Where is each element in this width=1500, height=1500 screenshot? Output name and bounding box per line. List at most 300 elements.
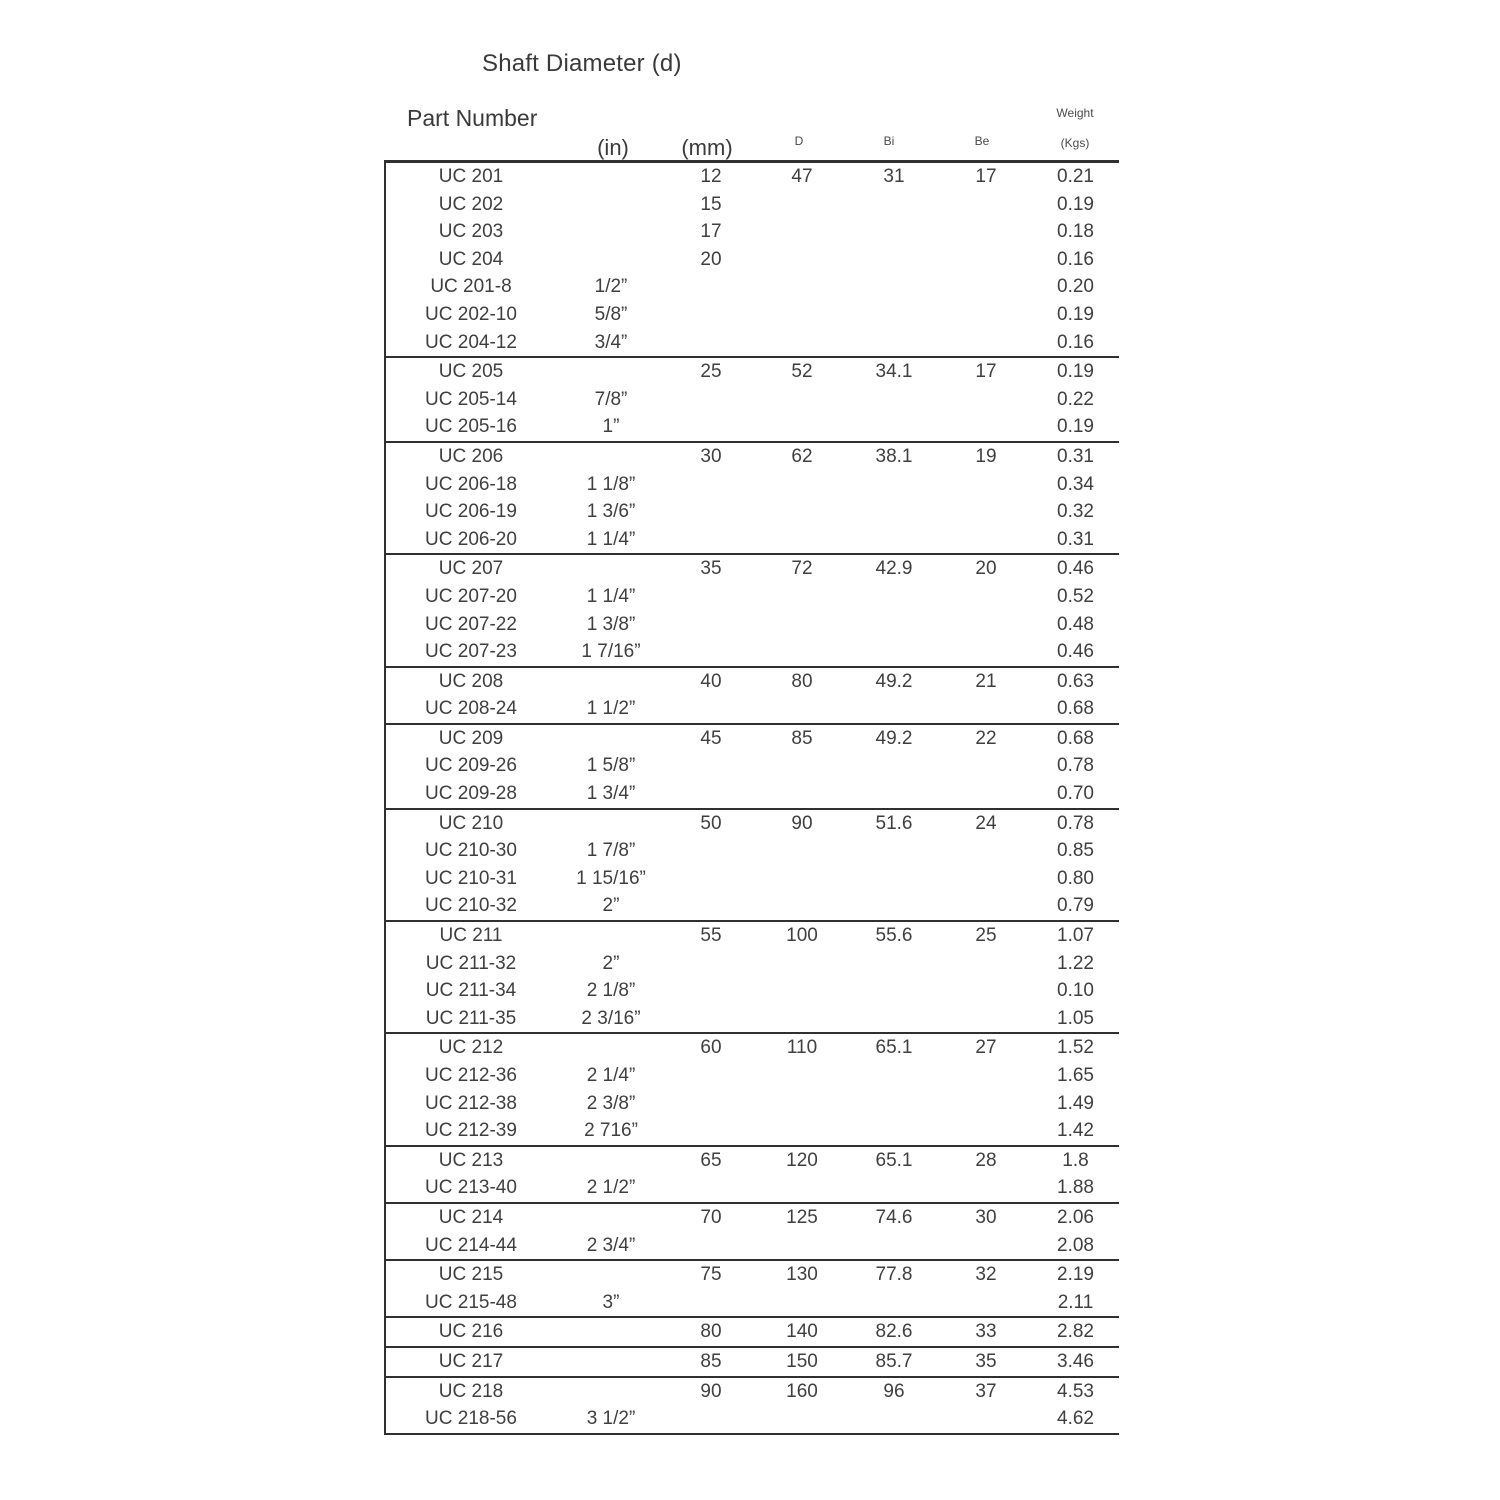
inches-cell <box>556 810 666 838</box>
table-row <box>386 526 1119 554</box>
be-cell: 17 <box>975 166 997 187</box>
millimeters-cell <box>666 1289 756 1317</box>
d-cell <box>756 386 848 414</box>
bi-cell <box>848 865 940 893</box>
weight-cell: 0.32 <box>1057 501 1094 523</box>
table-row <box>386 1378 1119 1406</box>
part-number-cell: UC 218-56 <box>425 1408 517 1430</box>
be-cell <box>940 977 1032 1005</box>
inches-cell <box>556 191 666 219</box>
bi-cell: 49.2 <box>875 670 913 692</box>
millimeters-cell: 15 <box>700 193 722 215</box>
bi-cell: 38.1 <box>875 445 913 467</box>
part-number-cell: UC 212 <box>438 1037 504 1059</box>
table-row <box>386 1204 1119 1232</box>
weight-cell: 0.19 <box>1057 193 1094 215</box>
millimeters-cell: 50 <box>700 812 722 834</box>
table-row <box>386 1261 1119 1289</box>
bi-cell <box>848 191 940 219</box>
millimeters-cell <box>666 837 756 865</box>
part-number-cell: UC 211-34 <box>425 980 517 1002</box>
millimeters-cell <box>666 1090 756 1118</box>
column-header-be: Be <box>974 134 990 148</box>
d-cell <box>756 218 848 246</box>
table-group <box>386 725 1119 810</box>
weight-cell: 1.42 <box>1057 1120 1094 1142</box>
d-cell <box>756 865 848 893</box>
be-cell: 28 <box>975 1149 997 1171</box>
part-number-cell: UC 209-26 <box>425 755 517 777</box>
millimeters-cell: 12 <box>700 166 722 187</box>
be-cell: 19 <box>975 445 997 467</box>
weight-cell: 0.16 <box>1057 248 1094 270</box>
weight-cell: 1.05 <box>1057 1007 1094 1029</box>
bi-cell <box>848 413 940 441</box>
part-number-cell: UC 212-39 <box>425 1120 517 1142</box>
table-row <box>386 1117 1119 1145</box>
inches-cell: 7/8” <box>594 388 628 410</box>
be-cell <box>940 865 1032 893</box>
table-row <box>386 922 1119 950</box>
part-number-cell: UC 208 <box>438 670 504 692</box>
part-number-cell: UC 202 <box>438 193 504 215</box>
bi-cell <box>848 273 940 301</box>
inches-cell: 2 716” <box>584 1120 638 1142</box>
millimeters-cell <box>666 498 756 526</box>
column-header-weight-unit: (Kgs) <box>1060 136 1090 150</box>
be-cell <box>940 1062 1032 1090</box>
millimeters-cell: 80 <box>700 1321 722 1343</box>
table-row <box>386 1062 1119 1090</box>
part-number-cell: UC 202-10 <box>425 303 517 325</box>
weight-cell: 1.88 <box>1057 1177 1094 1199</box>
part-number-cell: UC 208-24 <box>425 698 517 720</box>
be-cell: 25 <box>975 925 997 947</box>
d-cell: 47 <box>791 166 813 187</box>
d-cell: 72 <box>791 558 813 580</box>
part-number-cell: UC 210-30 <box>425 840 517 862</box>
d-cell <box>756 837 848 865</box>
millimeters-cell: 70 <box>700 1206 722 1228</box>
part-number-cell: UC 205-14 <box>425 388 517 410</box>
inches-cell <box>556 1348 666 1376</box>
d-cell: 85 <box>791 727 813 749</box>
part-number-cell: UC 207-22 <box>425 613 517 635</box>
weight-cell: 1.22 <box>1057 952 1094 974</box>
millimeters-cell: 30 <box>700 445 722 467</box>
part-number-cell: UC 201 <box>438 166 504 187</box>
weight-cell: 2.08 <box>1057 1234 1094 1256</box>
bi-cell: 96 <box>883 1380 905 1402</box>
table-row <box>386 555 1119 583</box>
inches-cell <box>556 246 666 274</box>
millimeters-cell <box>666 865 756 893</box>
be-cell: 37 <box>975 1380 997 1402</box>
bi-cell: 82.6 <box>875 1321 913 1343</box>
be-cell <box>940 1405 1032 1433</box>
bi-cell <box>848 526 940 554</box>
weight-cell: 0.34 <box>1057 473 1094 495</box>
part-number-cell: UC 212-38 <box>425 1092 517 1114</box>
inches-cell: 1/2” <box>594 276 628 298</box>
page-title: Shaft Diameter (d) <box>482 50 682 77</box>
table-row <box>386 583 1119 611</box>
table-row <box>386 358 1119 386</box>
part-number-cell: UC 213-40 <box>425 1177 517 1199</box>
d-cell <box>756 1117 848 1145</box>
bi-cell <box>848 1117 940 1145</box>
weight-cell: 0.19 <box>1057 361 1094 383</box>
table-group <box>386 1318 1119 1348</box>
bi-cell <box>848 1005 940 1033</box>
inches-cell <box>556 555 666 583</box>
be-cell: 27 <box>975 1037 997 1059</box>
table-group <box>386 443 1119 555</box>
part-number-cell: UC 215-48 <box>425 1291 517 1313</box>
be-cell <box>940 892 1032 920</box>
d-cell <box>756 695 848 723</box>
part-number-cell: UC 206-20 <box>425 528 517 550</box>
d-cell: 150 <box>786 1350 818 1372</box>
weight-cell: 0.31 <box>1057 528 1094 550</box>
be-cell: 17 <box>975 361 997 383</box>
bi-cell <box>848 1405 940 1433</box>
inches-cell <box>556 163 666 191</box>
weight-cell: 1.07 <box>1057 925 1094 947</box>
inches-cell <box>556 358 666 386</box>
table-row <box>386 301 1119 329</box>
weight-cell: 0.20 <box>1057 276 1094 298</box>
d-cell <box>756 273 848 301</box>
bi-cell <box>848 638 940 666</box>
d-cell <box>756 1232 848 1260</box>
bi-cell <box>848 1090 940 1118</box>
weight-cell: 0.78 <box>1057 755 1094 777</box>
weight-cell: 0.46 <box>1057 641 1094 663</box>
bi-cell <box>848 892 940 920</box>
millimeters-cell <box>666 752 756 780</box>
d-cell: 120 <box>786 1149 818 1171</box>
inches-cell: 1 7/8” <box>586 840 636 862</box>
d-cell <box>756 1005 848 1033</box>
d-cell: 62 <box>791 445 813 467</box>
d-cell <box>756 301 848 329</box>
part-number-cell: UC 215 <box>438 1264 504 1286</box>
bi-cell <box>848 1062 940 1090</box>
bi-cell <box>848 1289 940 1317</box>
d-cell <box>756 413 848 441</box>
inches-cell: 5/8” <box>594 303 628 325</box>
part-number-cell: UC 204-12 <box>425 331 517 353</box>
inches-cell <box>556 668 666 696</box>
inches-cell <box>556 443 666 471</box>
part-number-cell: UC 206-18 <box>425 473 517 495</box>
d-cell <box>756 583 848 611</box>
millimeters-cell <box>666 471 756 499</box>
millimeters-cell <box>666 638 756 666</box>
d-cell <box>756 892 848 920</box>
weight-cell: 0.68 <box>1057 727 1094 749</box>
weight-cell: 1.49 <box>1057 1092 1094 1114</box>
inches-cell: 1 1/4” <box>586 528 636 550</box>
part-number-cell: UC 206-19 <box>425 501 517 523</box>
weight-cell: 0.31 <box>1057 445 1094 467</box>
column-header-millimeters: (mm) <box>681 135 733 160</box>
be-cell <box>940 1117 1032 1145</box>
bi-cell <box>848 218 940 246</box>
millimeters-cell <box>666 1117 756 1145</box>
be-cell: 35 <box>975 1350 997 1372</box>
inches-cell: 2 3/16” <box>581 1007 641 1029</box>
millimeters-cell <box>666 950 756 978</box>
part-number-cell: UC 210 <box>438 812 504 834</box>
be-cell <box>940 1174 1032 1202</box>
be-cell <box>940 329 1032 357</box>
table-row <box>386 977 1119 1005</box>
inches-cell: 1 1/4” <box>586 585 636 607</box>
d-cell: 130 <box>786 1264 818 1286</box>
inches-cell: 3” <box>602 1291 620 1313</box>
be-cell: 33 <box>975 1321 997 1343</box>
millimeters-cell <box>666 526 756 554</box>
weight-cell: 2.82 <box>1057 1321 1094 1343</box>
table-row <box>386 892 1119 920</box>
table-row <box>386 498 1119 526</box>
millimeters-cell: 55 <box>700 925 722 947</box>
table-row <box>386 413 1119 441</box>
table-group <box>386 1034 1119 1146</box>
table-row <box>386 273 1119 301</box>
bi-cell: 65.1 <box>875 1037 913 1059</box>
inches-cell: 1 3/8” <box>586 613 636 635</box>
part-number-cell: UC 213 <box>438 1149 504 1171</box>
table-group <box>386 922 1119 1034</box>
d-cell <box>756 1090 848 1118</box>
inches-cell: 1” <box>602 416 620 438</box>
weight-cell: 0.52 <box>1057 585 1094 607</box>
bi-cell <box>848 1174 940 1202</box>
table-row <box>386 837 1119 865</box>
millimeters-cell <box>666 273 756 301</box>
be-cell <box>940 611 1032 639</box>
millimeters-cell: 45 <box>700 727 722 749</box>
be-cell <box>940 246 1032 274</box>
inches-cell: 1 7/16” <box>581 641 641 663</box>
be-cell <box>940 752 1032 780</box>
millimeters-cell <box>666 1062 756 1090</box>
part-number-cell: UC 206 <box>438 445 504 467</box>
inches-cell: 1 3/6” <box>586 501 636 523</box>
bi-cell <box>848 780 940 808</box>
shaft-diameter-table <box>384 160 1119 1435</box>
part-number-cell: UC 205-16 <box>425 416 517 438</box>
table-row <box>386 1348 1119 1376</box>
table-row <box>386 1289 1119 1317</box>
millimeters-cell <box>666 1005 756 1033</box>
d-cell: 160 <box>786 1380 818 1402</box>
millimeters-cell <box>666 413 756 441</box>
inches-cell <box>556 1261 666 1289</box>
weight-cell: 4.53 <box>1057 1380 1094 1402</box>
be-cell <box>940 950 1032 978</box>
bi-cell: 74.6 <box>875 1206 913 1228</box>
weight-cell: 2.19 <box>1057 1264 1094 1286</box>
table-row <box>386 1232 1119 1260</box>
bi-cell <box>848 695 940 723</box>
millimeters-cell <box>666 1232 756 1260</box>
be-cell: 32 <box>975 1264 997 1286</box>
weight-cell: 0.85 <box>1057 840 1094 862</box>
inches-cell: 1 1/8” <box>586 473 636 495</box>
millimeters-cell <box>666 780 756 808</box>
bi-cell <box>848 583 940 611</box>
weight-cell: 0.16 <box>1057 331 1094 353</box>
table-row <box>386 695 1119 723</box>
d-cell: 90 <box>791 812 813 834</box>
millimeters-cell: 40 <box>700 670 722 692</box>
table-row <box>386 1090 1119 1118</box>
table-row <box>386 1147 1119 1175</box>
inches-cell: 2 1/2” <box>586 1177 636 1199</box>
table-row <box>386 1174 1119 1202</box>
table-group <box>386 555 1119 667</box>
table-row <box>386 386 1119 414</box>
millimeters-cell: 20 <box>700 248 722 270</box>
table-row <box>386 1318 1119 1346</box>
be-cell <box>940 471 1032 499</box>
part-number-cell: UC 218 <box>438 1380 504 1402</box>
d-cell <box>756 752 848 780</box>
table-row <box>386 865 1119 893</box>
millimeters-cell: 25 <box>700 361 722 383</box>
weight-cell: 0.19 <box>1057 303 1094 325</box>
d-cell <box>756 1405 848 1433</box>
d-cell <box>756 471 848 499</box>
part-number-cell: UC 210-31 <box>425 867 517 889</box>
inches-cell: 2” <box>602 895 620 917</box>
bi-cell: 77.8 <box>875 1264 913 1286</box>
d-cell <box>756 611 848 639</box>
part-number-cell: UC 211 <box>439 925 503 947</box>
millimeters-cell <box>666 695 756 723</box>
be-cell <box>940 1232 1032 1260</box>
weight-cell: 0.68 <box>1057 698 1094 720</box>
d-cell: 52 <box>791 361 813 383</box>
millimeters-cell: 35 <box>700 558 722 580</box>
table-group <box>386 1348 1119 1378</box>
be-cell <box>940 526 1032 554</box>
part-number-cell: UC 214-44 <box>425 1234 517 1256</box>
millimeters-cell <box>666 1405 756 1433</box>
bi-cell: 31 <box>883 166 905 187</box>
column-header-bi: Bi <box>883 134 895 148</box>
bi-cell <box>848 977 940 1005</box>
d-cell <box>756 780 848 808</box>
table-group <box>386 1261 1119 1318</box>
be-cell <box>940 191 1032 219</box>
part-number-cell: UC 204 <box>438 248 504 270</box>
millimeters-cell <box>666 892 756 920</box>
inches-cell: 2 3/4” <box>586 1234 636 1256</box>
column-header-part-number: Part Number <box>407 105 538 131</box>
table-row <box>386 780 1119 808</box>
inches-cell: 1 1/2” <box>586 698 636 720</box>
table-row <box>386 471 1119 499</box>
weight-cell: 0.78 <box>1057 812 1094 834</box>
be-cell <box>940 498 1032 526</box>
bi-cell: 49.2 <box>875 727 913 749</box>
millimeters-cell: 17 <box>700 221 722 243</box>
bi-cell <box>848 386 940 414</box>
part-number-cell: UC 207-23 <box>425 641 517 663</box>
bi-cell <box>848 246 940 274</box>
weight-cell: 0.63 <box>1057 670 1094 692</box>
bi-cell <box>848 950 940 978</box>
d-cell: 100 <box>786 925 818 947</box>
inches-cell <box>556 922 666 950</box>
table-row <box>386 1034 1119 1062</box>
millimeters-cell <box>666 977 756 1005</box>
bi-cell: 65.1 <box>875 1149 913 1171</box>
table-group <box>386 1204 1119 1261</box>
be-cell: 30 <box>975 1206 997 1228</box>
table-group <box>386 810 1119 922</box>
bi-cell: 55.6 <box>875 925 913 947</box>
weight-cell: 4.62 <box>1057 1408 1094 1430</box>
d-cell <box>756 191 848 219</box>
be-cell <box>940 301 1032 329</box>
table-row <box>386 668 1119 696</box>
millimeters-cell: 90 <box>700 1380 722 1402</box>
bi-cell: 51.6 <box>875 812 913 834</box>
d-cell <box>756 638 848 666</box>
inches-cell <box>556 218 666 246</box>
be-cell <box>940 413 1032 441</box>
be-cell <box>940 837 1032 865</box>
inches-cell: 1 3/4” <box>586 783 636 805</box>
millimeters-cell <box>666 583 756 611</box>
be-cell <box>940 1090 1032 1118</box>
d-cell: 140 <box>786 1321 818 1343</box>
table-group <box>386 358 1119 443</box>
table-row <box>386 810 1119 838</box>
be-cell <box>940 583 1032 611</box>
part-number-cell: UC 217 <box>438 1350 504 1372</box>
table-group <box>386 668 1119 725</box>
table-row <box>386 163 1119 191</box>
part-number-cell: UC 216 <box>438 1321 504 1343</box>
weight-cell: 0.80 <box>1057 867 1094 889</box>
bi-cell: 34.1 <box>875 361 913 383</box>
be-cell <box>940 218 1032 246</box>
bi-cell <box>848 329 940 357</box>
be-cell <box>940 638 1032 666</box>
column-header-d: D <box>794 134 804 148</box>
table-row <box>386 443 1119 471</box>
be-cell <box>940 273 1032 301</box>
inches-cell: 2 1/4” <box>586 1065 636 1086</box>
part-number-cell: UC 203 <box>438 221 504 243</box>
weight-cell: 0.48 <box>1057 613 1094 635</box>
part-number-cell: UC 211-35 <box>425 1007 517 1029</box>
bi-cell <box>848 611 940 639</box>
weight-cell: 0.21 <box>1057 166 1094 187</box>
table-row <box>386 725 1119 753</box>
d-cell <box>756 1174 848 1202</box>
inches-cell <box>556 1147 666 1175</box>
weight-cell: 1.8 <box>1062 1149 1089 1171</box>
be-cell <box>940 386 1032 414</box>
